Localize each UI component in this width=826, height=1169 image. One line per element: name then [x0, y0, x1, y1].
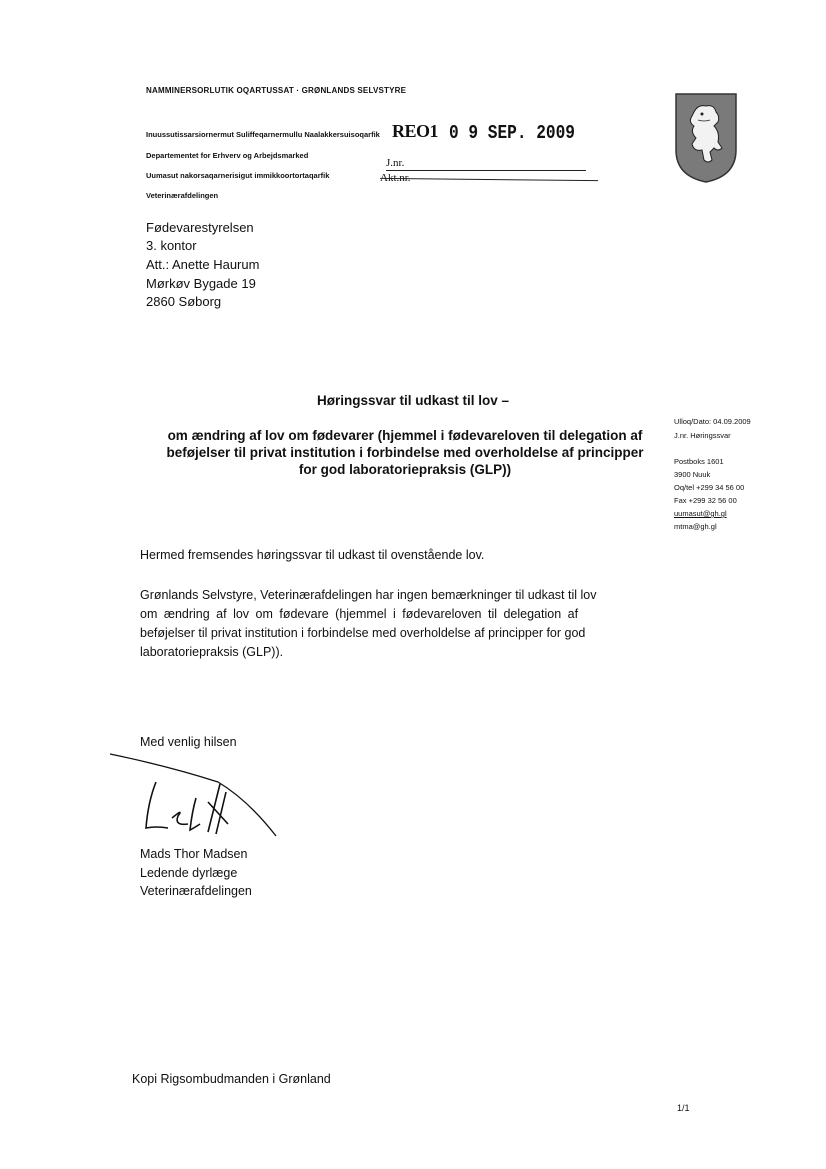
sidebar-address-2: 3900 Nuuk [674, 470, 711, 479]
stamp-aktnr-label: Akt.nr. [380, 172, 411, 184]
sidebar-email-2[interactable]: mtma@gh.gl [674, 522, 717, 531]
dept-line-2: Departementet for Erhverv og Arbejdsmarked [146, 151, 309, 160]
signer-name: Mads Thor Madsen [140, 847, 248, 861]
paragraph-line-1: Grønlands Selvstyre, Veterinærafdelingen har ingen bemærkninger til udkast til lov [140, 588, 597, 602]
stamp-date: 0 9 SEP. 2009 [449, 122, 575, 144]
page-number: 1/1 [677, 1103, 690, 1113]
recipient-line-1: Fødevarestyrelsen [146, 220, 254, 235]
sidebar-address-1: Postboks 1601 [674, 457, 724, 466]
sidebar-date: Ulloq/Dato: 04.09.2009 [674, 417, 751, 426]
stamp-jnr-label: J.nr. [386, 157, 405, 169]
stamp-ref: REO1 [392, 121, 439, 141]
handwritten-signature-icon [108, 752, 288, 842]
dept-line-1: Inuussutissarsiornermut Suliffeqarnermullu Naalakkersuisoqarfik [146, 130, 380, 139]
greenland-coat-of-arms-icon [674, 92, 738, 184]
sidebar-jnr: J.nr. Høringssvar [674, 431, 731, 440]
dept-line-3: Uumasut nakorsaqarnerisigut immikkoortortaqarfik [146, 171, 330, 180]
body-intro: Hermed fremsendes høringssvar til udkast til ovenstående lov. [140, 548, 485, 562]
paragraph-line-4: laboratoriepraksis (GLP)). [140, 645, 284, 659]
sidebar-email-1[interactable]: uumasut@gh.gl [674, 509, 727, 518]
org-header: NAMMINERSORLUTIK OQARTUSSAT · GRØNLANDS SELVSTYRE [146, 86, 407, 95]
recipient-line-3: Att.: Anette Haurum [146, 257, 260, 272]
stamp-rule-2 [380, 178, 598, 181]
signer-role: Ledende dyrlæge [140, 866, 238, 880]
paragraph-line-3: beføjelser til privat institution i forbindelse med overholdelse af principper for god [140, 626, 586, 640]
subtitle-line-1: om ændring af lov om fødevarer (hjemmel i fødevareloven til delegation af [167, 428, 643, 443]
subtitle-line-3: for god laboratoriepraksis (GLP)) [298, 462, 512, 477]
document-title: Høringssvar til udkast til lov – [316, 393, 510, 408]
document-subtitle [140, 427, 670, 478]
stamp-rule-1 [386, 170, 586, 171]
paragraph-line-2: om ændring af lov om fødevare (hjemmel i fødevareloven til delegation af [140, 607, 579, 621]
copy-note: Kopi Rigsombudmanden i Grønland [132, 1072, 331, 1086]
closing-greeting: Med venlig hilsen [140, 735, 237, 749]
dept-line-4: Veterinærafdelingen [146, 191, 219, 200]
signer-department: Veterinærafdelingen [140, 884, 252, 898]
recipient-line-5: 2860 Søborg [146, 294, 222, 309]
recipient-line-2: 3. kontor [146, 238, 197, 253]
sidebar-fax: Fax +299 32 56 00 [674, 496, 737, 505]
sidebar-phone: Oq/tel +299 34 56 00 [674, 483, 745, 492]
recipient-line-4: Mørkøv Bygade 19 [146, 276, 256, 291]
body-paragraph [140, 586, 640, 662]
subtitle-line-2: beføjelser til privat institution i forbindelse med overholdelse af principper [166, 445, 644, 460]
